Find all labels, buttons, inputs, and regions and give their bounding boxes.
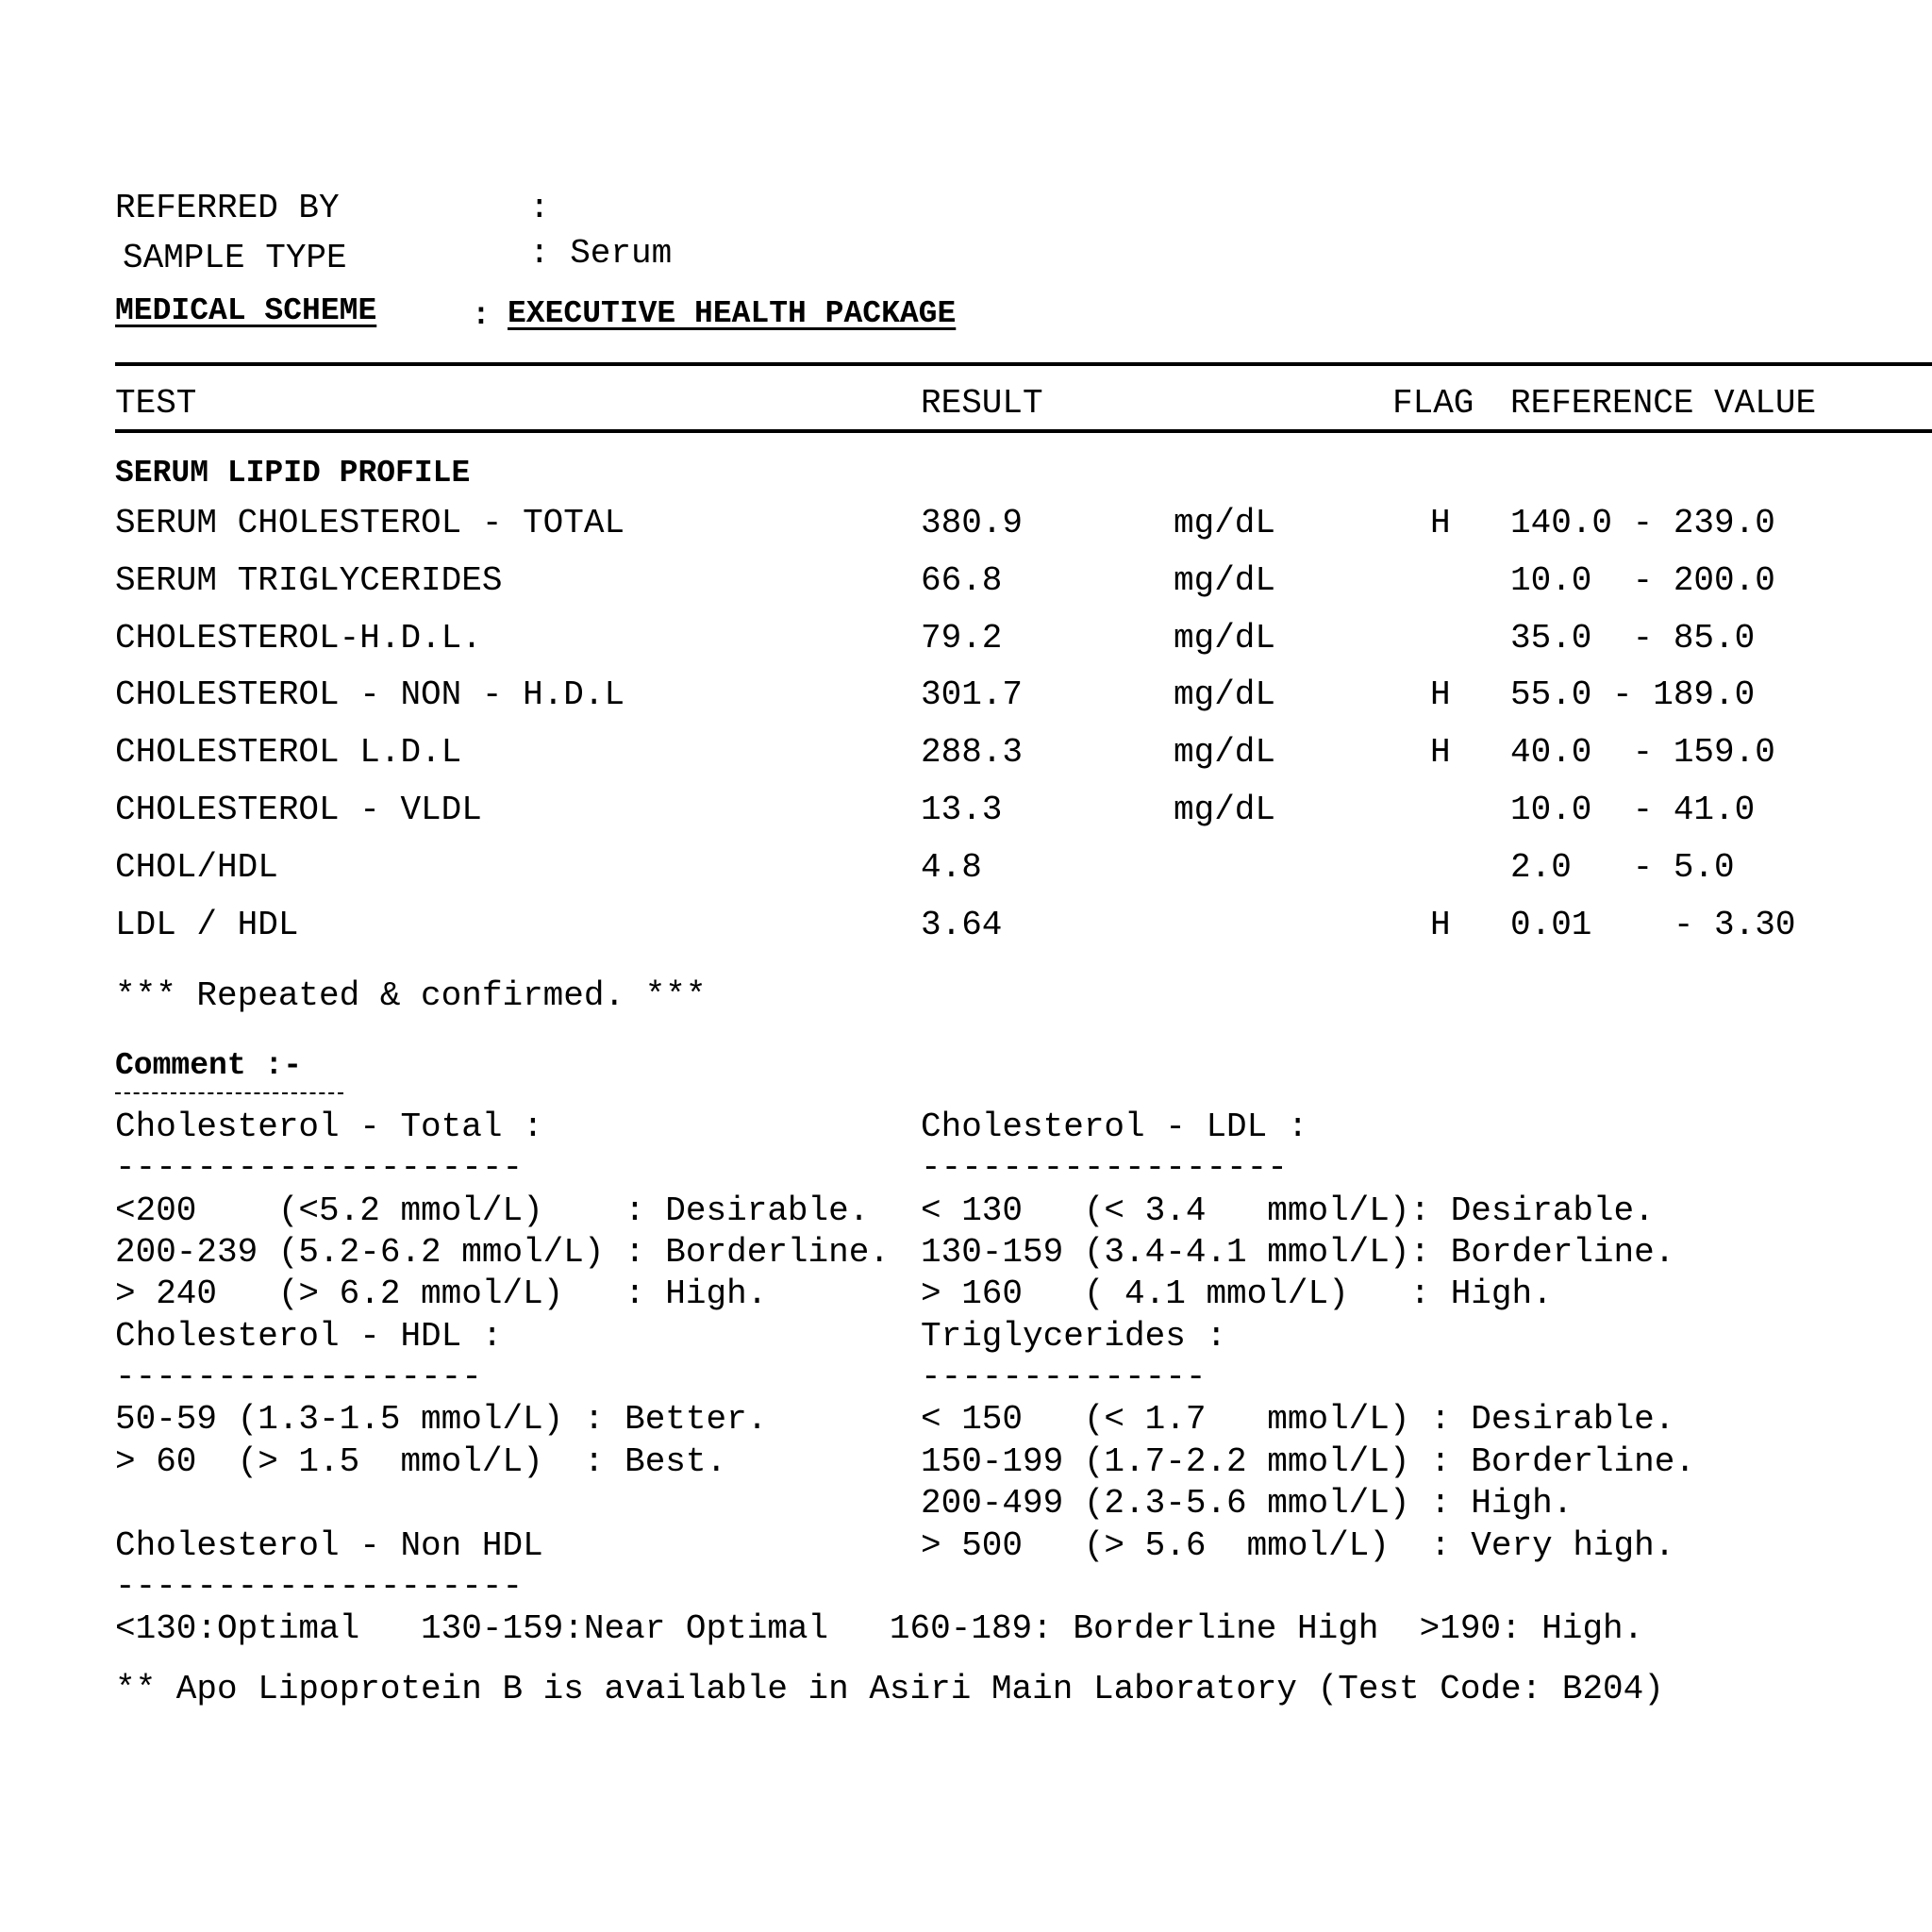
row-unit: mg/dL [1174, 675, 1276, 714]
row-unit: mg/dL [1174, 619, 1276, 658]
tg-line: 150-199 (1.7-2.2 mmol/L) : Borderline. [921, 1442, 1695, 1481]
sample-type-label: SAMPLE TYPE [123, 239, 347, 277]
section-title: SERUM LIPID PROFILE [115, 456, 471, 491]
table-top-rule [115, 362, 1932, 366]
row-test: CHOLESTEROL - VLDL [115, 791, 482, 829]
ldl-dashes: ------------------ [921, 1148, 1288, 1187]
row-result: 66.8 [921, 561, 1003, 600]
tg-line: 200-499 (2.3-5.6 mmol/L) : High. [921, 1484, 1574, 1523]
medical-scheme-value: EXECUTIVE HEALTH PACKAGE [508, 296, 957, 331]
total-dashes: -------------------- [115, 1148, 524, 1187]
tg-line: > 500 (> 5.6 mmol/L) : Very high. [921, 1526, 1675, 1565]
nonhdl-line: <130:Optimal 130-159:Near Optimal 160-189: Borderline High >190: High. [115, 1609, 1644, 1648]
row-test: SERUM TRIGLYCERIDES [115, 561, 503, 600]
total-line: > 240 (> 6.2 mmol/L) : High. [115, 1274, 768, 1313]
medical-scheme-colon: : [472, 298, 491, 333]
medical-scheme-label: MEDICAL SCHEME [115, 293, 377, 328]
row-test: CHOLESTEROL L.D.L [115, 733, 462, 772]
table-header-bottom-rule [115, 429, 1932, 433]
total-line: <200 (<5.2 mmol/L) : Desirable. [115, 1191, 870, 1230]
row-result: 13.3 [921, 791, 1003, 829]
row-result: 4.8 [921, 848, 982, 887]
nonhdl-title: Cholesterol - Non HDL [115, 1526, 543, 1565]
row-result: 79.2 [921, 619, 1003, 658]
row-unit: mg/dL [1174, 504, 1276, 542]
tg-line: < 150 (< 1.7 mmol/L) : Desirable. [921, 1400, 1675, 1439]
header-reference: REFERENCE VALUE [1510, 384, 1817, 423]
apo-lipoprotein-note: ** Apo Lipoprotein B is available in Asiri Main Laboratory (Test Code: B204) [115, 1670, 1664, 1708]
row-reference: 10.0 - 41.0 [1510, 791, 1756, 829]
row-test: LDL / HDL [115, 906, 299, 944]
row-result: 288.3 [921, 733, 1024, 772]
row-result: 3.64 [921, 906, 1003, 944]
row-flag: H [1430, 675, 1451, 714]
row-flag: H [1430, 733, 1451, 772]
comment-title-underline [115, 1092, 343, 1094]
row-flag: H [1430, 906, 1451, 944]
referred-by-label: REFERRED BY [115, 189, 340, 227]
tg-dashes: -------------- [921, 1357, 1207, 1396]
row-test: CHOL/HDL [115, 848, 278, 887]
row-reference: 40.0 - 159.0 [1510, 733, 1775, 772]
row-result: 380.9 [921, 504, 1024, 542]
row-reference: 0.01 - 3.30 [1510, 906, 1796, 944]
row-reference: 10.0 - 200.0 [1510, 561, 1775, 600]
hdl-dashes: ------------------ [115, 1357, 482, 1396]
sample-type-value: : Serum [529, 234, 673, 273]
nonhdl-dashes: -------------------- [115, 1567, 524, 1606]
row-reference: 2.0 - 5.0 [1510, 848, 1735, 887]
total-title: Cholesterol - Total : [115, 1108, 543, 1146]
row-result: 301.7 [921, 675, 1024, 714]
row-unit: mg/dL [1174, 561, 1276, 600]
ldl-line: < 130 (< 3.4 mmol/L): Desirable. [921, 1191, 1655, 1230]
row-unit: mg/dL [1174, 733, 1276, 772]
referred-by-colon: : [529, 189, 550, 227]
confirmation-note: *** Repeated & confirmed. *** [115, 976, 707, 1015]
header-test: TEST [115, 384, 197, 423]
row-unit: mg/dL [1174, 791, 1276, 829]
comment-title: Comment :- [115, 1048, 303, 1083]
total-line: 200-239 (5.2-6.2 mmol/L) : Borderline. [115, 1233, 890, 1272]
row-reference: 140.0 - 239.0 [1510, 504, 1775, 542]
row-test: SERUM CHOLESTEROL - TOTAL [115, 504, 625, 542]
row-test: CHOLESTEROL - NON - H.D.L [115, 675, 625, 714]
header-flag: FLAG [1392, 384, 1474, 423]
ldl-line: 130-159 (3.4-4.1 mmol/L): Borderline. [921, 1233, 1675, 1272]
ldl-line: > 160 ( 4.1 mmol/L) : High. [921, 1274, 1553, 1313]
row-reference: 35.0 - 85.0 [1510, 619, 1756, 658]
row-flag: H [1430, 504, 1451, 542]
header-result: RESULT [921, 384, 1043, 423]
hdl-line: > 60 (> 1.5 mmol/L) : Best. [115, 1442, 727, 1481]
row-test: CHOLESTEROL-H.D.L. [115, 619, 482, 658]
hdl-title: Cholesterol - HDL : [115, 1317, 503, 1356]
tg-title: Triglycerides : [921, 1317, 1227, 1356]
ldl-title: Cholesterol - LDL : [921, 1108, 1308, 1146]
hdl-line: 50-59 (1.3-1.5 mmol/L) : Better. [115, 1400, 768, 1439]
row-reference: 55.0 - 189.0 [1510, 675, 1756, 714]
